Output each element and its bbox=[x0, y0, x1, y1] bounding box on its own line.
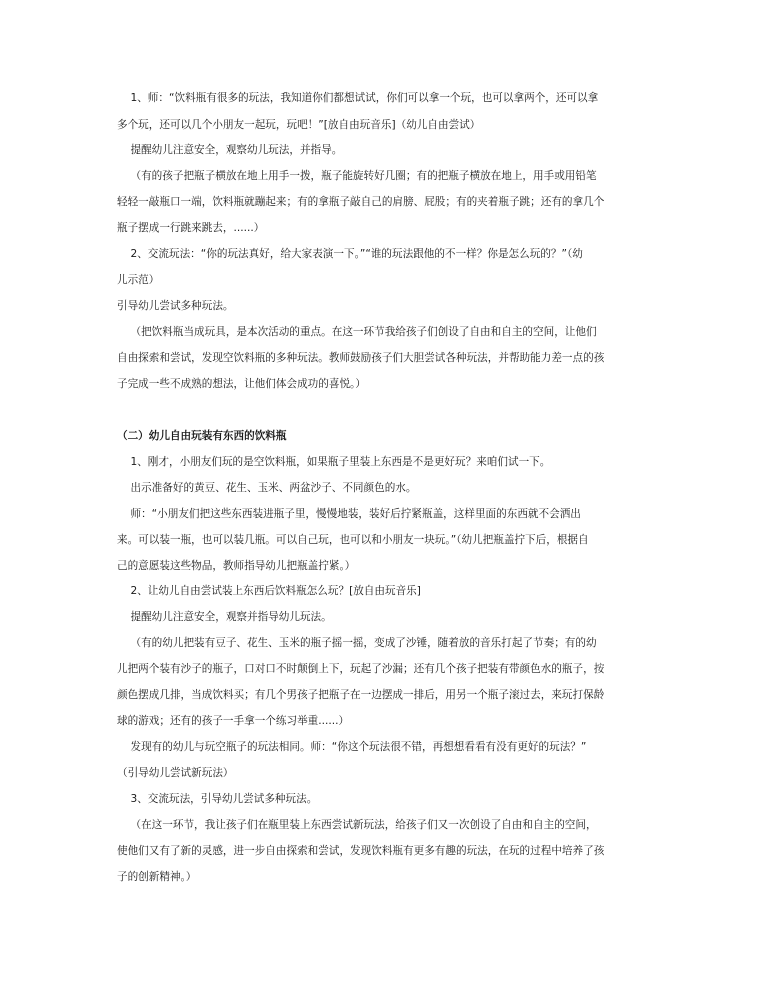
paragraph-line: 儿把两个装有沙子的瓶子，口对口不时颠倒上下，玩起了沙漏；还有几个孩子把装有带颜色水的瓶子，按 bbox=[117, 663, 605, 675]
paragraph-line: 使他们又有了新的灵感，进一步自由探索和尝试，发现饮料瓶有更多有趣的玩法，在玩的过程中培养了孩 bbox=[117, 845, 605, 857]
paragraph-line: 1、刚才，小朋友们玩的是空饮料瓶，如果瓶子里装上东西是不是更好玩？来咱们试一下。 bbox=[117, 456, 551, 468]
paragraph-line: 儿示范） bbox=[117, 274, 160, 286]
paragraph-line: 出示准备好的黄豆、花生、玉米、两盆沙子、不同颜色的水。 bbox=[117, 482, 417, 494]
paragraph-line: 发现有的幼儿与玩空瓶子的玩法相同。师：“你这个玩法很不错，再想想看看有没有更好的玩法？” bbox=[117, 741, 587, 753]
paragraph-line: 自由探索和尝试，发现空饮料瓶的多种玩法。教师鼓励孩子们大胆尝试各种玩法，并帮助能力差一点的孩 bbox=[117, 352, 605, 364]
paragraph-line: （在这一环节，我让孩子们在瓶里装上东西尝试新玩法，给孩子们又一次创设了自由和自主的空间， bbox=[117, 819, 597, 831]
section-heading: （二）幼儿自由玩装有东西的饮料瓶 bbox=[117, 430, 287, 442]
paragraph-line: 师：“小朋友们把这些东西装进瓶子里，慢慢地装，装好后拧紧瓶盖，这样里面的东西就不会洒出 bbox=[117, 508, 581, 520]
paragraph-line: 颜色摆成几排，当成饮料买；有几个男孩子把瓶子在一边摆成一排后，用另一个瓶子滚过去，来玩打保龄 bbox=[117, 689, 605, 701]
paragraph-line: 瓶子摆成一行跳来跳去，......） bbox=[117, 222, 265, 234]
paragraph-line: 2、让幼儿自由尝试装上东西后饮料瓶怎么玩？[放自由玩音乐] bbox=[117, 585, 421, 597]
paragraph-line: 3、交流玩法，引导幼儿尝试多种玩法。 bbox=[117, 793, 318, 805]
paragraph-line: （有的孩子把瓶子横放在地上用手一拨，瓶子能旋转好几圈；有的把瓶子横放在地上，用手或用铅笔 bbox=[117, 170, 597, 182]
paragraph-line: 来。可以装一瓶，也可以装几瓶。可以自己玩，也可以和小朋友一块玩。”（幼儿把瓶盖拧下后，根据自 bbox=[117, 534, 589, 546]
paragraph-line: 1、师：“饮料瓶有很多的玩法，我知道你们都想试试，你们可以拿一个玩，也可以拿两个，还可以拿 bbox=[117, 92, 599, 104]
paragraph-line: 己的意愿装这些物品，教师指导幼儿把瓶盖拧紧。） bbox=[117, 560, 356, 572]
paragraph-line: 提醒幼儿注意安全，观察并指导幼儿玩法。 bbox=[117, 611, 332, 623]
paragraph-line: （有的幼儿把装有豆子、花生、玉米的瓶子摇一摇，变成了沙锤，随着放的音乐打起了节奏；有的幼 bbox=[117, 637, 597, 649]
paragraph-line: 子的创新精神。） bbox=[117, 871, 197, 883]
paragraph-line: （引导幼儿尝试新玩法） bbox=[117, 767, 234, 779]
paragraph-line: （把饮料瓶当成玩具，是本次活动的重点。在这一环节我给孩子们创设了自由和自主的空间，让他们 bbox=[117, 326, 597, 338]
paragraph-line: 轻轻一敲瓶口一端，饮料瓶就蹦起来；有的拿瓶子敲自己的肩膀、屁股；有的夹着瓶子跳；还有的拿几个 bbox=[117, 196, 605, 208]
paragraph-line: 球的游戏；还有的孩子一手拿一个练习举重......） bbox=[117, 715, 350, 727]
paragraph-line: 子完成一些不成熟的想法，让他们体会成功的喜悦。） bbox=[117, 378, 366, 390]
paragraph-line: 多个玩，还可以几个小朋友一起玩，玩吧！”[放自由玩音乐]（幼儿自由尝试） bbox=[117, 119, 481, 131]
paragraph-line: 2、交流玩法：“你的玩法真好，给大家表演一下。”“谁的玩法跟他的不一样？你是怎么玩的？”（幼 bbox=[117, 248, 583, 260]
paragraph-line: 引导幼儿尝试多种玩法。 bbox=[117, 300, 234, 312]
paragraph-line: 提醒幼儿注意安全，观察幼儿玩法，并指导。 bbox=[117, 144, 343, 156]
